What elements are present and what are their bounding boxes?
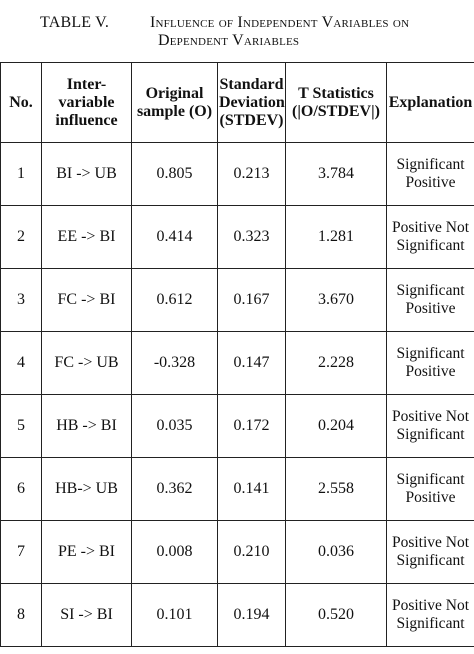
cell-explanation: Significant Positive [387, 143, 474, 206]
cell-influence: FC -> UB [42, 332, 132, 395]
cell-stdev: 0.141 [218, 458, 286, 521]
cell-influence: BI -> UB [42, 143, 132, 206]
cell-original-sample: 0.362 [132, 458, 218, 521]
table-row [1, 584, 474, 647]
table-row [1, 521, 474, 584]
cell-no: 4 [1, 332, 42, 395]
cell-explanation: Positive Not Significant [387, 521, 474, 584]
cell-original-sample: 0.414 [132, 206, 218, 269]
cell-stdev: 0.210 [218, 521, 286, 584]
table-title-line-2: Dependent Variables [158, 32, 300, 49]
cell-explanation: Significant Positive [387, 269, 474, 332]
header-explanation: Explanation [387, 63, 474, 143]
header-original-sample: Original sample (O) [132, 63, 218, 143]
header-no: No. [1, 63, 42, 143]
cell-no: 2 [1, 206, 42, 269]
cell-no: 1 [1, 143, 42, 206]
table-row [1, 395, 474, 458]
cell-stdev: 0.172 [218, 395, 286, 458]
header-inter-variable-influence: Inter-variable influence [42, 63, 132, 143]
table-title-line-1: Influence of Independent Variables on [150, 14, 410, 31]
cell-explanation: Significant Positive [387, 458, 474, 521]
cell-t-statistic: 0.204 [286, 395, 387, 458]
cell-explanation: Positive Not Significant [387, 584, 474, 647]
cell-stdev: 0.323 [218, 206, 286, 269]
table-row [1, 269, 474, 332]
cell-t-statistic: 2.558 [286, 458, 387, 521]
cell-t-statistic: 0.520 [286, 584, 387, 647]
cell-t-statistic: 3.784 [286, 143, 387, 206]
cell-stdev: 0.147 [218, 332, 286, 395]
cell-explanation: Significant Positive [387, 332, 474, 395]
cell-no: 6 [1, 458, 42, 521]
cell-influence: EE -> BI [42, 206, 132, 269]
cropped-text-above [0, 0, 474, 6]
cell-stdev: 0.213 [218, 143, 286, 206]
table-row [1, 332, 474, 395]
cell-stdev: 0.167 [218, 269, 286, 332]
results-table [0, 62, 474, 647]
cell-original-sample: 0.805 [132, 143, 218, 206]
cell-influence: FC -> BI [42, 269, 132, 332]
cell-t-statistic: 2.228 [286, 332, 387, 395]
cell-influence: HB -> BI [42, 395, 132, 458]
cell-influence: PE -> BI [42, 521, 132, 584]
table-row [1, 206, 474, 269]
table-caption [0, 8, 474, 50]
cell-explanation: Positive Not Significant [387, 206, 474, 269]
cell-stdev: 0.194 [218, 584, 286, 647]
table-label: TABLE V. [40, 14, 110, 31]
header-standard-deviation: Standard Deviation (STDEV) [218, 63, 286, 143]
cell-no: 5 [1, 395, 42, 458]
cell-t-statistic: 3.670 [286, 269, 387, 332]
cell-original-sample: -0.328 [132, 332, 218, 395]
header-row [1, 63, 474, 143]
cell-original-sample: 0.612 [132, 269, 218, 332]
cell-original-sample: 0.035 [132, 395, 218, 458]
cell-no: 8 [1, 584, 42, 647]
cell-original-sample: 0.101 [132, 584, 218, 647]
cell-influence: HB-> UB [42, 458, 132, 521]
header-t-statistics: T Statistics (|O/STDEV|) [286, 63, 387, 143]
cell-explanation: Positive Not Significant [387, 395, 474, 458]
cell-t-statistic: 1.281 [286, 206, 387, 269]
cell-t-statistic: 0.036 [286, 521, 387, 584]
table-row [1, 143, 474, 206]
cell-no: 7 [1, 521, 42, 584]
cell-original-sample: 0.008 [132, 521, 218, 584]
cell-influence: SI -> BI [42, 584, 132, 647]
table-row [1, 458, 474, 521]
cell-no: 3 [1, 269, 42, 332]
